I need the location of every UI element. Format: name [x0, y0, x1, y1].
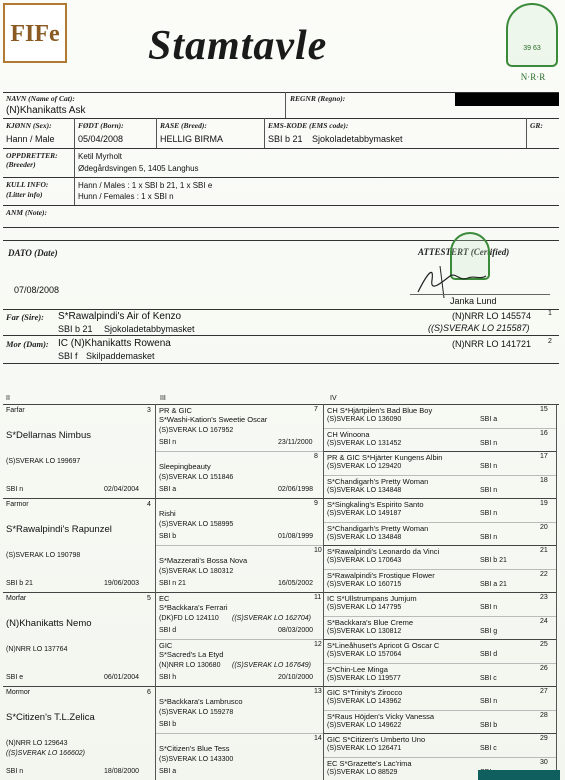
- ancestor-ems: SBI n: [480, 463, 498, 470]
- ancestor-reg: (S)SVERAK LO 160715: [327, 580, 402, 588]
- ancestor-ems: SBI n: [480, 486, 498, 494]
- pedigree-divider: [324, 522, 556, 523]
- cat-name: (N)Khanikatts Ask: [6, 105, 86, 116]
- great-grandparent-reg-alt: ((S)SVERAK LO 167649): [232, 662, 311, 669]
- pedigree-divider: [324, 663, 556, 664]
- great-grandparent-name: Rishi: [159, 509, 176, 518]
- great-grandparent-name: Sleepingbeauty: [159, 462, 211, 471]
- pedigree-divider: [324, 616, 556, 617]
- dam-ems: SBI f: [58, 351, 78, 361]
- great-grandparent-reg: (S)SVERAK LO 180312: [159, 568, 234, 575]
- pedigree-divider: [324, 592, 556, 593]
- breeder-name: Ketil Myrholt: [78, 152, 123, 161]
- ancestor-ems: SBI a 21: [480, 580, 507, 588]
- grandparent-role: Farfar: [6, 407, 25, 414]
- grandparent-ems: SBI e: [6, 674, 24, 681]
- great-grandparent-title: PR & GIC: [159, 406, 192, 415]
- certified-label: ATTESTERT (Certified): [418, 247, 510, 257]
- grandparent-date: 18/08/2000: [104, 768, 140, 775]
- litter-males: Hann / Males : 1 x SBI b 21, 1 x SBI e: [78, 181, 213, 190]
- grandparent-ems: SBI b 21: [6, 580, 33, 587]
- ems-desc: Sjokoladetabbymasket: [312, 134, 403, 144]
- pedigree-divider: [324, 428, 556, 429]
- great-grandparent-ems: SBI n: [159, 439, 177, 446]
- date-value: 07/08/2008: [14, 285, 60, 295]
- ancestor-ems: SBI n: [480, 439, 498, 447]
- ancestor-reg: (S)SVERAK LO 134848: [327, 486, 402, 494]
- great-grandparent-reg: (DK)FD LO 124110: [159, 615, 219, 622]
- great-grandparent-name: S*Backkara's Ferrari: [159, 603, 228, 612]
- ancestor-ems: SBI n: [480, 533, 498, 541]
- sire-ems: SBI b 21: [58, 324, 93, 334]
- pedigree-divider: [324, 404, 556, 405]
- ancestor-name: S*Raus Höjden's Vicky Vanessa: [327, 711, 435, 721]
- grandparent-date: 19/06/2003: [104, 580, 140, 587]
- grandparent-number: 5: [147, 595, 151, 602]
- breeder-label-en: (Breeder): [6, 160, 36, 169]
- ancestor-name: CH Winoona: [327, 429, 370, 439]
- pedigree-divider: [156, 451, 323, 452]
- pedigree-divider: [156, 733, 323, 734]
- ancestor-name: S*Lineåhuset's Apricot G Oscar C: [327, 641, 440, 650]
- ancestor-ems: SBI g: [480, 627, 498, 635]
- ancestor-reg: (S)SVERAK LO 157064: [327, 651, 402, 658]
- great-grandparent-name: S*Sacred's La Etyd: [159, 650, 224, 659]
- sire-label: Far (Sire):: [6, 312, 45, 322]
- ancestor-ems: SBI d: [480, 651, 498, 658]
- ancestor-ems: SBI b: [480, 721, 498, 729]
- col-header-iii: III: [160, 395, 166, 402]
- ancestor-number: 17: [540, 453, 548, 460]
- fife-logo-icon: [5, 5, 65, 61]
- great-grandparent-date: 01/08/1999: [278, 533, 314, 540]
- ancestor-reg: (S)SVERAK LO 147795: [327, 604, 402, 611]
- great-grandparent-reg: (S)SVERAK LO 143300: [159, 756, 234, 763]
- ancestor-reg: (S)SVERAK LO 131452: [327, 439, 402, 447]
- ancestor-number: 18: [540, 476, 548, 484]
- great-grandparent-title: EC: [159, 594, 170, 603]
- great-grandparent-name: S*Citizen's Blue Tess: [159, 744, 230, 753]
- ancestor-number: 24: [540, 617, 548, 625]
- great-grandparent-number: 13: [314, 688, 322, 695]
- sire-number: 1: [548, 310, 552, 317]
- ancestor-number: 21: [540, 547, 548, 554]
- great-grandparent-ems: SBI n 21: [159, 580, 186, 587]
- pedigree-divider: [3, 498, 155, 499]
- ancestor-reg: (S)SVERAK LO 170643: [327, 557, 402, 564]
- great-grandparent-date: 08/03/2000: [278, 627, 314, 634]
- pedigree-divider: [324, 451, 556, 452]
- ems-code: SBI b 21: [268, 134, 303, 144]
- great-grandparent-reg: (S)SVERAK LO 158995: [159, 521, 234, 528]
- ancestor-reg: (S)SVERAK LO 129420: [327, 463, 402, 470]
- sire-name: S*Rawalpindi's Air of Kenzo: [58, 311, 182, 322]
- great-grandparent-date: 16/05/2002: [278, 580, 314, 587]
- pedigree-divider: [324, 686, 556, 687]
- ancestor-reg: (S)SVERAK LO 143962: [327, 698, 402, 705]
- certifier-name: Janka Lund: [450, 296, 497, 306]
- pedigree-divider: [156, 498, 323, 499]
- grandparent-reg: (S)SVERAK LO 199697: [6, 458, 81, 465]
- ancestor-number: 23: [540, 594, 548, 601]
- grandparent-ems: SBI n: [6, 486, 24, 493]
- grandparent-role: Farmor: [6, 501, 29, 508]
- sex-value: Hann / Male: [6, 134, 55, 144]
- pedigree-divider: [156, 639, 323, 640]
- ancestor-ems: SBI c: [480, 745, 497, 752]
- ancestor-name: CH S*Hjärtpilen's Bad Blue Boy: [327, 406, 433, 415]
- dam-name: IC (N)Khanikatts Rowena: [58, 338, 171, 349]
- breeder-address: Ødegårdsvingen 5, 1405 Langhus: [78, 164, 199, 173]
- ancestor-number: 28: [540, 711, 548, 719]
- litter-label: KULL INFO:: [6, 180, 49, 189]
- redacted-regno: [455, 93, 559, 106]
- grandparent-number: 6: [147, 689, 151, 696]
- ancestor-reg: (S)SVERAK LO 88529: [327, 768, 398, 776]
- litter-label-en: (Litter info): [6, 190, 43, 199]
- pedigree-divider: [156, 592, 323, 593]
- pedigree-divider: [324, 498, 556, 499]
- ancestor-name: S*Chin-Lee Minga: [327, 664, 388, 674]
- great-grandparent-reg-alt: ((S)SVERAK LO 162704): [232, 615, 311, 622]
- great-grandparent-number: 11: [314, 594, 322, 601]
- grandparent-name: S*Citizen's T.L.Zelica: [6, 712, 95, 723]
- name-label: NAVN (Name of Cat):: [6, 94, 75, 103]
- ancestor-ems: SBI n: [480, 604, 498, 611]
- ancestor-reg: (S)SVERAK LO 126471: [327, 745, 402, 752]
- dam-label: Mor (Dam):: [6, 339, 49, 349]
- col-header-ii: II: [6, 395, 10, 402]
- ancestor-number: 29: [540, 735, 548, 742]
- ancestor-number: 22: [540, 570, 548, 578]
- grandparent-role: Mormor: [6, 689, 31, 696]
- sire-desc: Sjokoladetabbymasket: [104, 324, 195, 334]
- ancestor-ems: SBI n: [480, 698, 498, 705]
- grandparent-role: Morfar: [6, 595, 27, 602]
- grandparent-reg: (N)NRR LO 129643: [6, 740, 68, 747]
- grandparent-reg-alt: ((S)SVERAK LO 166602): [6, 750, 85, 757]
- dam-desc: Skilpaddemasket: [86, 351, 155, 361]
- ancestor-number: 30: [540, 758, 548, 766]
- grandparent-ems: SBI n: [6, 768, 24, 775]
- great-grandparent-ems: SBI h: [159, 674, 177, 681]
- great-grandparent-ems: SBI a: [159, 768, 177, 775]
- scan-edge-mark: [478, 770, 560, 780]
- born-value: 05/04/2008: [78, 134, 124, 144]
- sire-reg: (N)NRR LO 145574: [452, 311, 532, 321]
- ancestor-name: PR & GIC S*Hjärter Kungens Albin: [327, 453, 443, 462]
- great-grandparent-name: S*Mazzerati's Bossa Nova: [159, 556, 248, 565]
- pedigree-divider: [324, 545, 556, 546]
- ancestor-number: 15: [540, 406, 548, 413]
- ancestor-name: S*Backkara's Blue Creme: [327, 617, 414, 627]
- ancestor-ems: SBI n: [480, 510, 498, 517]
- dam-reg: (N)NRR LO 141721: [452, 339, 532, 349]
- ancestor-name: S*Chandigarh's Pretty Woman: [327, 476, 429, 486]
- note-label: ANM (Note):: [6, 208, 48, 217]
- grandparent-number: 3: [147, 407, 151, 414]
- great-grandparent-number: 12: [314, 641, 322, 648]
- ancestor-name: IC S*Ullstrumpans Jumjum: [327, 594, 417, 603]
- nrr-seal-icon: [506, 3, 558, 67]
- ancestor-reg: (S)SVERAK LO 130812: [327, 627, 402, 635]
- breed-value: HELLIG BIRMA: [160, 134, 224, 144]
- great-grandparent-date: 02/06/1998: [278, 486, 314, 493]
- grandparent-name: S*Dellarnas Nimbus: [6, 430, 92, 441]
- ems-label: EMS-KODE (EMS code):: [268, 121, 349, 130]
- breed-label: RASE (Breed):: [160, 121, 207, 130]
- great-grandparent-date: 20/10/2000: [278, 674, 314, 681]
- regnr-label: REGNR (Regno):: [290, 94, 346, 103]
- ancestor-name: S*Rawalpindi's Frostique Flower: [327, 570, 435, 580]
- grandparent-date: 06/01/2004: [104, 674, 140, 681]
- grandparent-name: (N)Khanikatts Nemo: [6, 618, 92, 629]
- ancestor-reg: (S)SVERAK LO 149622: [327, 721, 402, 729]
- ancestor-ems: SBI a: [480, 416, 498, 423]
- great-grandparent-number: 8: [314, 453, 318, 460]
- great-grandparent-reg: (S)SVERAK LO 167952: [159, 427, 234, 434]
- ancestor-name: EC S*Grazette's Lac'rima: [327, 758, 412, 768]
- fife-logo: [3, 3, 67, 63]
- ancestor-number: 25: [540, 641, 548, 648]
- ancestor-number: 27: [540, 688, 548, 695]
- pedigree-divider: [324, 475, 556, 476]
- ancestor-number: 26: [540, 664, 548, 672]
- ancestor-reg: (S)SVERAK LO 136090: [327, 416, 402, 423]
- registry-label: N·R·R: [520, 72, 546, 82]
- ancestor-reg: (S)SVERAK LO 119577: [327, 674, 401, 682]
- great-grandparent-ems: SBI b: [159, 721, 177, 728]
- grandparent-reg: (N)NRR LO 137764: [6, 646, 68, 653]
- ancestor-reg: (S)SVERAK LO 134848: [327, 533, 402, 541]
- pedigree-divider: [324, 639, 556, 640]
- seal-number: 39 63: [523, 45, 541, 52]
- great-grandparent-ems: SBI d: [159, 627, 177, 634]
- col-header-iv: IV: [330, 395, 337, 402]
- pedigree-divider: [324, 569, 556, 570]
- pedigree-divider: [324, 757, 556, 758]
- gr-label: GR:: [530, 121, 543, 130]
- page-title: Stamtavle: [148, 23, 328, 69]
- great-grandparent-name: S*Backkara's Lambrusco: [159, 697, 243, 706]
- ancestor-name: S*Rawalpindi's Leonardo da Vinci: [327, 547, 440, 556]
- ancestor-name: GIC S*Citizen's Umberto Uno: [327, 735, 426, 744]
- ancestor-number: 19: [540, 500, 548, 507]
- grandparent-name: S*Rawalpindi's Rapunzel: [6, 524, 112, 535]
- ancestor-ems: SBI b 21: [480, 557, 507, 564]
- pedigree-divider: [156, 545, 323, 546]
- grandparent-date: 02/04/2004: [104, 486, 140, 493]
- grandparent-number: 4: [147, 501, 151, 508]
- ancestor-ems: SBI c: [480, 674, 497, 682]
- sire-reg-alt: ((S)SVERAK LO 215587): [428, 323, 530, 333]
- date-label: DATO (Date): [8, 248, 58, 258]
- great-grandparent-number: 10: [314, 547, 322, 554]
- born-label: FØDT (Born):: [78, 121, 124, 130]
- great-grandparent-title: GIC: [159, 641, 173, 650]
- pedigree-divider: [3, 404, 155, 405]
- pedigree-divider: [3, 686, 155, 687]
- great-grandparent-reg: (S)SVERAK LO 159278: [159, 709, 234, 716]
- great-grandparent-number: 14: [314, 735, 322, 742]
- grandparent-reg: (S)SVERAK LO 190798: [6, 552, 81, 559]
- great-grandparent-number: 9: [314, 500, 318, 507]
- great-grandparent-ems: SBI a: [159, 486, 177, 493]
- great-grandparent-date: 23/11/2000: [278, 439, 313, 446]
- ancestor-name: GIC S*Trinity's Zirocco: [327, 688, 403, 697]
- pedigree-divider: [3, 592, 155, 593]
- pedigree-divider: [324, 710, 556, 711]
- great-grandparent-reg: (N)NRR LO 130680: [159, 662, 221, 669]
- dam-number: 2: [548, 338, 552, 345]
- litter-females: Hunn / Females : 1 x SBI n: [78, 192, 174, 201]
- pedigree-divider: [324, 733, 556, 734]
- ancestor-number: 20: [540, 523, 548, 531]
- great-grandparent-number: 7: [314, 406, 318, 413]
- ancestor-number: 16: [540, 429, 548, 437]
- pedigree-divider: [156, 404, 323, 405]
- pedigree-divider: [156, 686, 323, 687]
- great-grandparent-name: S*Washi-Kation's Sweetie Oscar: [159, 415, 268, 424]
- ancestor-reg: (S)SVERAK LO 149187: [327, 510, 402, 517]
- ancestor-name: S*Chandigarh's Pretty Woman: [327, 523, 429, 533]
- svg-text:FIFe: FIFe: [10, 21, 60, 47]
- great-grandparent-ems: SBI b: [159, 533, 177, 540]
- breeder-label: OPPDRETTER:: [6, 151, 58, 160]
- great-grandparent-reg: (S)SVERAK LO 151846: [159, 474, 234, 481]
- sex-label: KJØNN (Sex):: [6, 121, 52, 130]
- ancestor-name: S*Singkaling's Espirito Santo: [327, 500, 424, 509]
